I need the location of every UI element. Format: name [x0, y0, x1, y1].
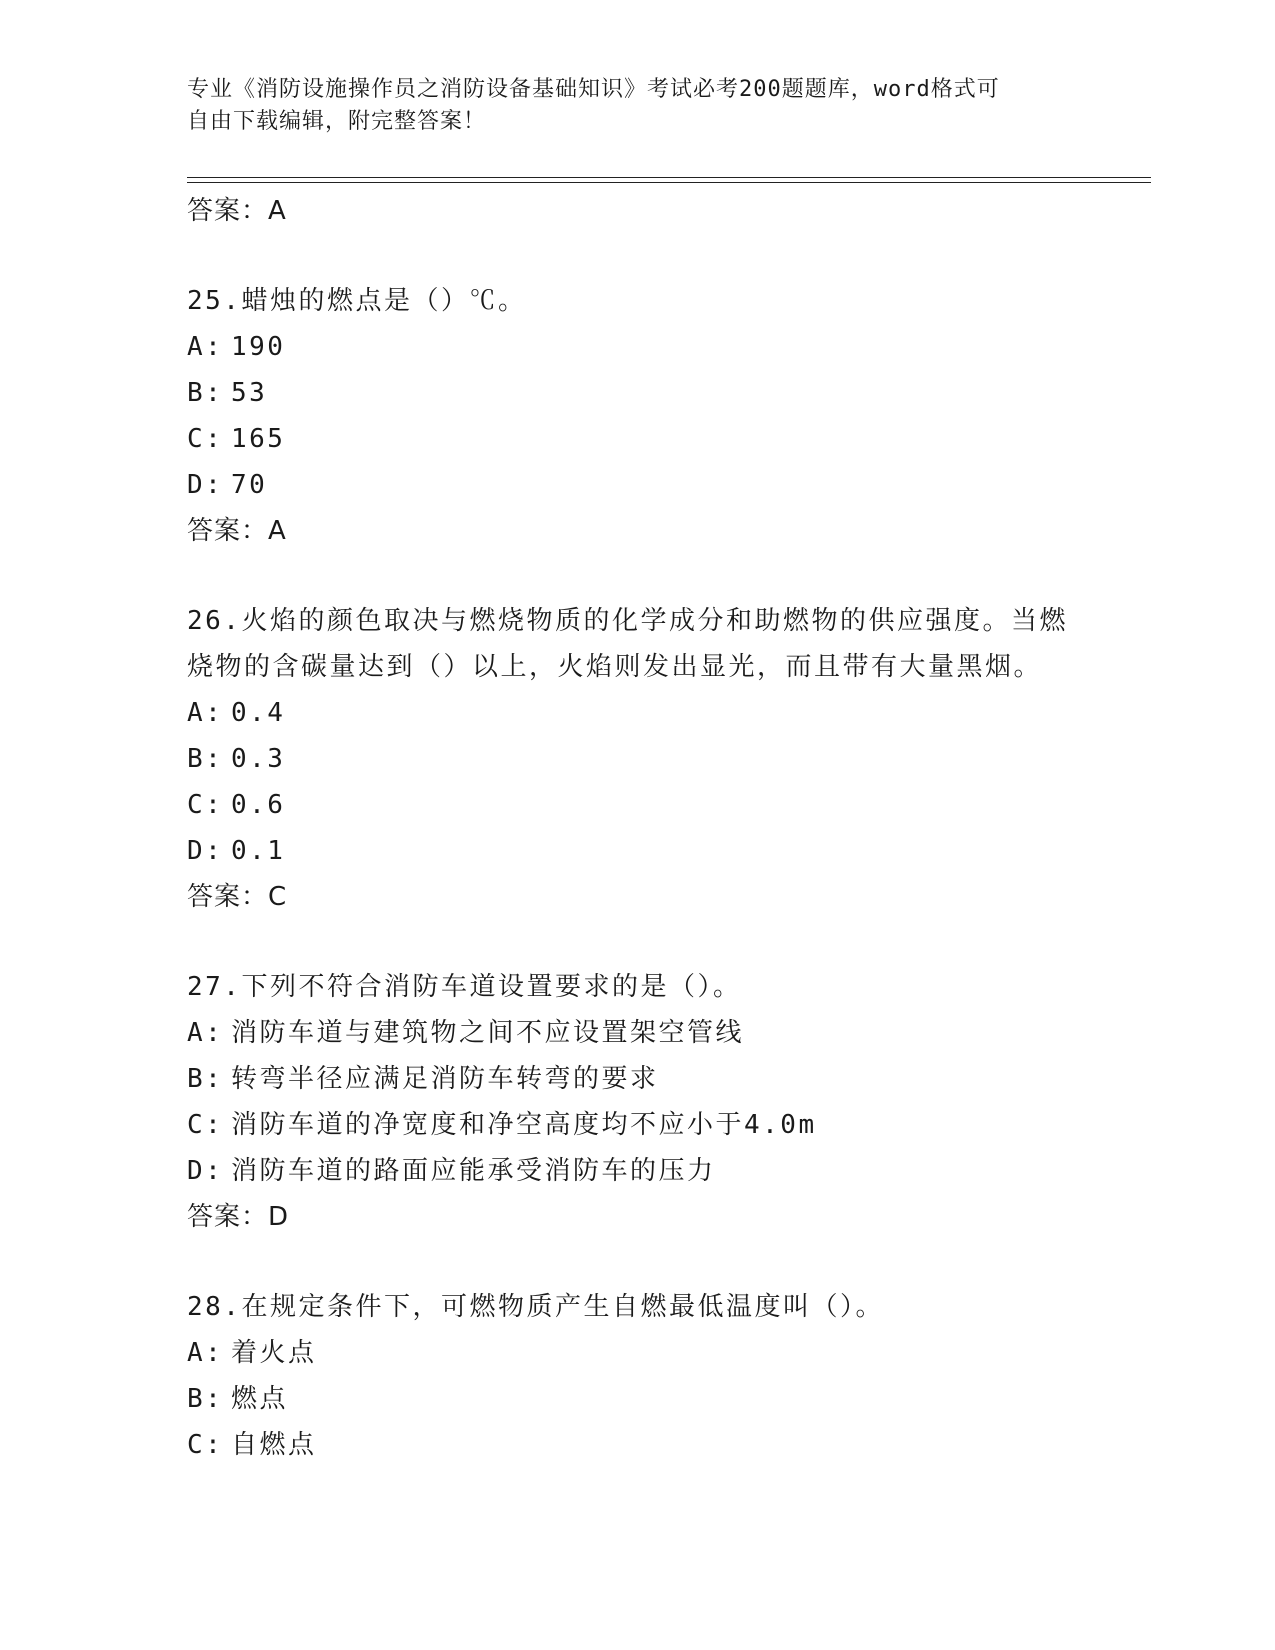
option-c	[187, 416, 1087, 462]
option-a	[187, 690, 1087, 736]
option-text: 燃点	[231, 1384, 289, 1414]
option-text: 消防车道的路面应能承受消防车的压力	[231, 1156, 716, 1186]
option-text: 着火点	[231, 1338, 317, 1368]
spacer	[187, 1240, 1087, 1284]
option-letter: C:	[187, 1430, 224, 1460]
option-letter: C:	[187, 1110, 224, 1140]
option-letter: A:	[187, 1018, 224, 1048]
question-block	[187, 964, 1087, 1240]
document-header	[187, 74, 1087, 138]
option-letter: D:	[187, 836, 224, 866]
option-text: 190	[231, 332, 286, 362]
answer-line: 答案：A	[187, 196, 287, 226]
option-letter: C:	[187, 790, 224, 820]
option-text: 70	[231, 470, 268, 500]
option-a	[187, 1330, 1087, 1376]
option-d	[187, 1148, 1087, 1194]
option-a	[187, 324, 1087, 370]
header-divider-bottom	[187, 182, 1151, 183]
option-letter: A:	[187, 1338, 224, 1368]
option-c	[187, 1102, 1087, 1148]
option-b	[187, 1056, 1087, 1102]
header-divider-top	[187, 177, 1151, 178]
spacer	[187, 920, 1087, 964]
question-block	[187, 598, 1087, 920]
header-line-2: 自由下载编辑，附完整答案！	[187, 109, 487, 134]
option-text: 0.1	[231, 836, 286, 866]
question-block	[187, 1284, 1087, 1468]
option-d	[187, 828, 1087, 874]
question-text-line-1: 26.火焰的颜色取决与燃烧物质的化学成分和助燃物的供应强度。当燃	[187, 606, 1068, 636]
option-letter: D:	[187, 470, 224, 500]
option-text: 165	[231, 424, 286, 454]
option-letter: A:	[187, 698, 224, 728]
header-line-1: 专业《消防设施操作员之消防设备基础知识》考试必考200题题库，word格式可	[187, 77, 1000, 102]
option-letter: B:	[187, 378, 224, 408]
option-text: 0.4	[231, 698, 286, 728]
question-text: 27.下列不符合消防车道设置要求的是（）。	[187, 972, 742, 1002]
option-text: 0.3	[231, 744, 286, 774]
answer-line: 答案：D	[187, 1202, 290, 1232]
option-a	[187, 1010, 1087, 1056]
question-text-line-2: 烧物的含碳量达到（）以上，火焰则发出显光，而且带有大量黑烟。	[187, 652, 1043, 682]
option-letter: A:	[187, 332, 224, 362]
option-letter: B:	[187, 744, 224, 774]
option-b	[187, 1376, 1087, 1422]
answer-line: 答案：A	[187, 516, 287, 546]
option-b	[187, 736, 1087, 782]
option-c	[187, 1422, 1087, 1468]
question-text: 25.蜡烛的燃点是（）℃。	[187, 286, 527, 316]
option-c	[187, 782, 1087, 828]
option-text: 转弯半径应满足消防车转弯的要求	[231, 1064, 659, 1094]
option-letter: D:	[187, 1156, 224, 1186]
question-list	[187, 188, 1087, 1468]
option-letter: C:	[187, 424, 224, 454]
option-text: 自燃点	[231, 1430, 317, 1460]
option-text: 53	[231, 378, 268, 408]
option-b	[187, 370, 1087, 416]
spacer	[187, 234, 1087, 278]
option-letter: B:	[187, 1384, 224, 1414]
answer-line: 答案：C	[187, 882, 288, 912]
option-text: 消防车道与建筑物之间不应设置架空管线	[231, 1018, 745, 1048]
option-text: 消防车道的净宽度和净空高度均不应小于4.0m	[231, 1110, 817, 1140]
option-d	[187, 462, 1087, 508]
question-text: 28.在规定条件下，可燃物质产生自燃最低温度叫（）。	[187, 1292, 884, 1322]
option-text: 0.6	[231, 790, 286, 820]
spacer	[187, 554, 1087, 598]
question-block	[187, 278, 1087, 554]
option-letter: B:	[187, 1064, 224, 1094]
